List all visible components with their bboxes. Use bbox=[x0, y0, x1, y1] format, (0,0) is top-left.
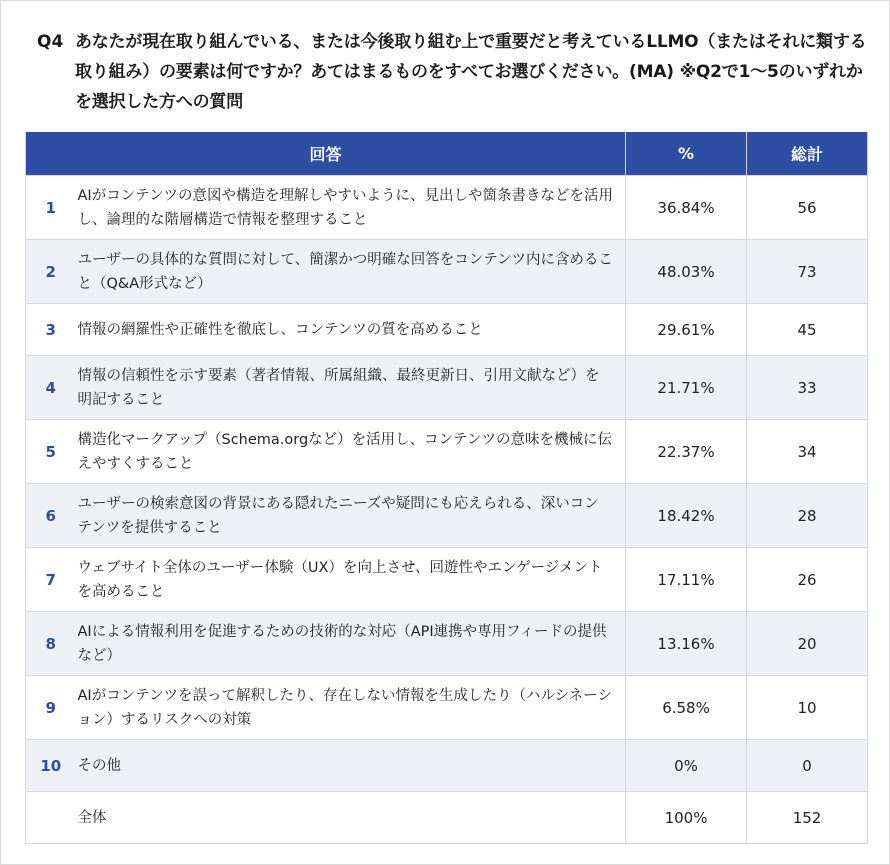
row-percent: 29.61% bbox=[626, 304, 747, 356]
row-number: 3 bbox=[26, 304, 70, 356]
row-number: 9 bbox=[26, 676, 70, 740]
row-number: 5 bbox=[26, 420, 70, 484]
row-number: 1 bbox=[26, 176, 70, 240]
table-row bbox=[26, 484, 868, 548]
row-number bbox=[26, 792, 70, 844]
table-row bbox=[26, 240, 868, 304]
row-total: 10 bbox=[747, 676, 868, 740]
header-percent: % bbox=[626, 132, 747, 176]
row-percent: 100% bbox=[626, 792, 747, 844]
results-table bbox=[25, 132, 868, 844]
row-answer: 情報の網羅性や正確性を徹底し、コンテンツの質を高めること bbox=[70, 304, 626, 356]
table-total-row bbox=[26, 792, 868, 844]
row-percent: 6.58% bbox=[626, 676, 747, 740]
table-row bbox=[26, 612, 868, 676]
row-answer: その他 bbox=[70, 740, 626, 792]
row-answer: AIによる情報利用を促進するための技術的な対応（API連携や専用フィードの提供など） bbox=[70, 612, 626, 676]
row-percent: 48.03% bbox=[626, 240, 747, 304]
table-row bbox=[26, 176, 868, 240]
row-answer: ユーザーの検索意図の背景にある隠れたニーズや疑問にも応えられる、深いコンテンツを提供すること bbox=[70, 484, 626, 548]
header-total: 総計 bbox=[747, 132, 868, 176]
table-row bbox=[26, 304, 868, 356]
row-number: 6 bbox=[26, 484, 70, 548]
row-answer: 情報の信頼性を示す要素（著者情報、所属組織、最終更新日、引用文献など）を明記すること bbox=[70, 356, 626, 420]
row-number: 4 bbox=[26, 356, 70, 420]
table-row bbox=[26, 420, 868, 484]
table-row bbox=[26, 548, 868, 612]
row-percent: 13.16% bbox=[626, 612, 747, 676]
row-percent: 0% bbox=[626, 740, 747, 792]
header-answer: 回答 bbox=[26, 132, 626, 176]
row-total: 152 bbox=[747, 792, 868, 844]
row-percent: 17.11% bbox=[626, 548, 747, 612]
row-percent: 22.37% bbox=[626, 420, 747, 484]
row-total: 73 bbox=[747, 240, 868, 304]
row-answer: ユーザーの具体的な質問に対して、簡潔かつ明確な回答をコンテンツ内に含めること（Q&A形式など） bbox=[70, 240, 626, 304]
row-total: 45 bbox=[747, 304, 868, 356]
row-number: 7 bbox=[26, 548, 70, 612]
row-total: 20 bbox=[747, 612, 868, 676]
table-row bbox=[26, 356, 868, 420]
row-total: 26 bbox=[747, 548, 868, 612]
row-percent: 21.71% bbox=[626, 356, 747, 420]
row-total: 0 bbox=[747, 740, 868, 792]
row-answer: AIがコンテンツの意図や構造を理解しやすいように、見出しや箇条書きなどを活用し、論理的な階層構造で情報を整理すること bbox=[70, 176, 626, 240]
table-row bbox=[26, 740, 868, 792]
row-total: 34 bbox=[747, 420, 868, 484]
table-header-row bbox=[26, 132, 868, 176]
question-heading bbox=[37, 27, 867, 117]
row-answer: 構造化マークアップ（Schema.orgなど）を活用し、コンテンツの意味を機械に伝えやすくすること bbox=[70, 420, 626, 484]
row-percent: 18.42% bbox=[626, 484, 747, 548]
row-answer: 全体 bbox=[70, 792, 626, 844]
row-number: 2 bbox=[26, 240, 70, 304]
row-number: 8 bbox=[26, 612, 70, 676]
row-answer: AIがコンテンツを誤って解釈したり、存在しない情報を生成したり（ハルシネーション）するリスクへの対策 bbox=[70, 676, 626, 740]
row-total: 28 bbox=[747, 484, 868, 548]
row-total: 33 bbox=[747, 356, 868, 420]
row-number: 10 bbox=[26, 740, 70, 792]
row-answer: ウェブサイト全体のユーザー体験（UX）を向上させ、回遊性やエンゲージメントを高めること bbox=[70, 548, 626, 612]
question-text: あなたが現在取り組んでいる、または今後取り組む上で重要だと考えているLLMO（またはそれに類する取り組み）の要素は何ですか？あてはまるものをすべてお選びください。(MA) ※Q2で1〜5のいずれかを選択した方への質問 bbox=[75, 32, 867, 112]
row-percent: 36.84% bbox=[626, 176, 747, 240]
row-total: 56 bbox=[747, 176, 868, 240]
question-number: Q4 bbox=[37, 32, 64, 52]
table-row bbox=[26, 676, 868, 740]
